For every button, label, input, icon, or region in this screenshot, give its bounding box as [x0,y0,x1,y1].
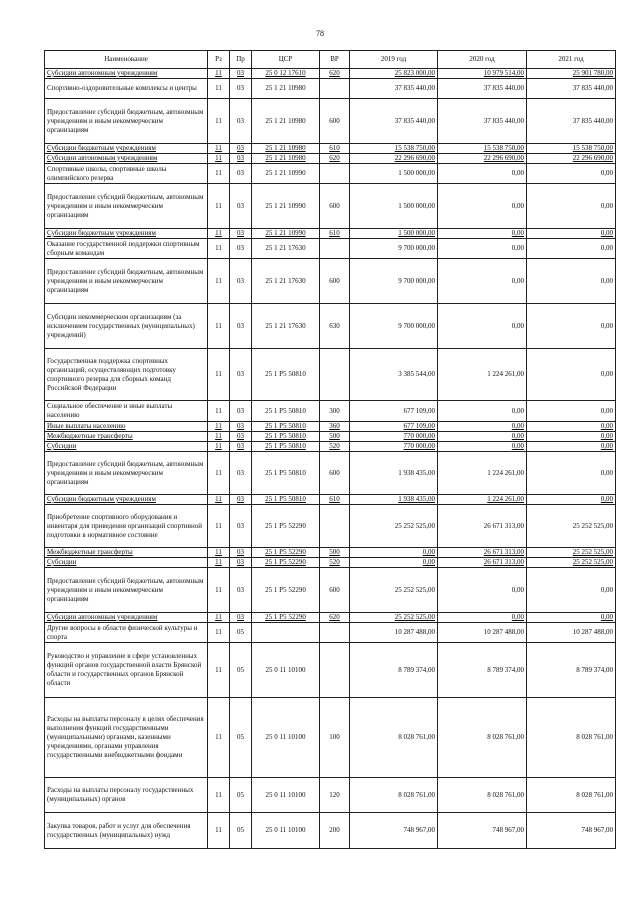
table-row [45,304,616,349]
cell-pr: 03 [230,401,252,422]
table-row [45,154,616,164]
cell-csr: 25 1 P5 50810 [252,432,320,442]
cell-rz: 11 [208,442,230,452]
cell-pr: 03 [230,259,252,304]
table-row [45,144,616,154]
cell-rz: 11 [208,239,230,259]
cell-name: Иные выплаты населению [45,422,208,432]
cell-2020: 0,00 [438,401,527,422]
cell-vr: 520 [320,558,350,568]
table-row [45,623,616,643]
cell-2021: 0,00 [527,495,616,505]
cell-2020: 8 789 374,00 [438,643,527,698]
cell-2019: 9 700 000,00 [350,259,438,304]
cell-name: Расходы на выплаты персоналу государственных (муниципальных) органов [45,778,208,813]
cell-vr: 620 [320,613,350,623]
cell-vr: 520 [320,442,350,452]
cell-vr: 610 [320,229,350,239]
cell-csr: 25 0 11 10100 [252,698,320,778]
cell-name: Предоставление субсидий бюджетным, автономным учреждениям и иным некоммерческим организациям [45,452,208,495]
header-csr: ЦСР [252,51,320,69]
cell-name: Субсидии бюджетным учреждениям [45,229,208,239]
cell-csr: 25 1 P5 50810 [252,495,320,505]
cell-pr: 03 [230,144,252,154]
cell-2020: 0,00 [438,239,527,259]
cell-2020: 22 296 690,00 [438,154,527,164]
cell-name: Субсидии бюджетным учреждениям [45,495,208,505]
cell-name: Межбюджетные трансферты [45,432,208,442]
cell-2021: 37 835 440,00 [527,99,616,144]
cell-rz: 11 [208,164,230,184]
cell-pr: 05 [230,813,252,849]
cell-rz: 11 [208,229,230,239]
cell-rz: 11 [208,69,230,79]
cell-name: Расходы на выплаты персоналу в целях обеспечения выполнения функций государственными (муниципальными) органами, казенными учреждениями, органами управления государственными внебюджетными фондами [45,698,208,778]
cell-name: Оказание государственной поддержки спортивным сборным командам [45,239,208,259]
cell-2019: 770 000,00 [350,432,438,442]
cell-2021: 0,00 [527,349,616,401]
cell-2020: 0,00 [438,184,527,229]
cell-2021: 22 296 690,00 [527,154,616,164]
cell-pr: 05 [230,778,252,813]
cell-name: Другие вопросы в области физической культуры и спорта [45,623,208,643]
cell-pr: 03 [230,495,252,505]
cell-vr: 600 [320,452,350,495]
cell-vr: 600 [320,184,350,229]
cell-pr: 03 [230,304,252,349]
cell-2021: 748 967,00 [527,813,616,849]
cell-2021: 0,00 [527,432,616,442]
cell-csr: 25 1 21 10990 [252,184,320,229]
header-2019: 2019 год [350,51,438,69]
cell-pr: 03 [230,349,252,401]
page-number: 78 [316,29,324,38]
cell-name: Спортивно-оздоровительные комплексы и центры [45,79,208,99]
cell-2020: 26 671 313,00 [438,505,527,548]
cell-csr: 25 1 P5 50810 [252,442,320,452]
cell-vr: 620 [320,69,350,79]
cell-2019: 8 028 761,00 [350,698,438,778]
cell-2020: 0,00 [438,422,527,432]
cell-name: Закупка товаров, работ и услуг для обеспечения государственных (муниципальных) нужд [45,813,208,849]
cell-vr [320,164,350,184]
cell-2021: 0,00 [527,304,616,349]
cell-rz: 11 [208,349,230,401]
cell-csr: 25 1 21 10990 [252,164,320,184]
table-row [45,164,616,184]
cell-2019: 748 967,00 [350,813,438,849]
table-row [45,548,616,558]
cell-2019: 677 109,00 [350,401,438,422]
table-row [45,401,616,422]
cell-pr: 05 [230,643,252,698]
cell-pr: 03 [230,442,252,452]
cell-2019: 25 252 525,00 [350,568,438,613]
cell-pr: 05 [230,698,252,778]
cell-vr: 100 [320,698,350,778]
table-row [45,432,616,442]
table-row [45,99,616,144]
header-vr: ВР [320,51,350,69]
cell-2021: 0,00 [527,422,616,432]
cell-rz: 11 [208,643,230,698]
cell-csr: 25 1 P5 52290 [252,505,320,548]
table-row [45,495,616,505]
cell-2019: 9 700 000,00 [350,304,438,349]
cell-rz: 11 [208,495,230,505]
cell-name: Приобретение спортивного оборудования и инвентаря для приведения организаций спортивной подготовки в нормативное состояние [45,505,208,548]
cell-csr: 25 0 11 10100 [252,778,320,813]
cell-2019: 0,00 [350,548,438,558]
cell-2020: 0,00 [438,568,527,613]
cell-2020: 748 967,00 [438,813,527,849]
cell-2020: 8 028 761,00 [438,778,527,813]
cell-pr: 03 [230,558,252,568]
cell-2019: 8 028 761,00 [350,778,438,813]
cell-vr: 500 [320,432,350,442]
cell-2019: 0,00 [350,558,438,568]
table-row [45,69,616,79]
cell-rz: 11 [208,304,230,349]
cell-2019: 1 938 435,00 [350,495,438,505]
cell-vr: 620 [320,154,350,164]
cell-2020: 0,00 [438,259,527,304]
cell-name: Спортивные школы, спортивные школы олимпийского резерва [45,164,208,184]
cell-pr: 03 [230,69,252,79]
header-2021: 2021 год [527,51,616,69]
cell-2019: 37 835 440,00 [350,99,438,144]
cell-rz: 11 [208,154,230,164]
cell-name: Межбюджетные трансферты [45,548,208,558]
cell-2019: 1 500 000,00 [350,229,438,239]
cell-2019: 15 538 750,00 [350,144,438,154]
cell-2019: 25 823 000,00 [350,69,438,79]
table-row [45,79,616,99]
cell-name: Предоставление субсидий бюджетным, автономным учреждениям и иным некоммерческим организациям [45,99,208,144]
cell-rz: 11 [208,613,230,623]
cell-pr: 03 [230,79,252,99]
cell-2020: 26 671 313,00 [438,558,527,568]
cell-rz: 11 [208,184,230,229]
cell-pr: 03 [230,239,252,259]
cell-csr: 25 0 11 10100 [252,643,320,698]
cell-2021: 10 287 488,00 [527,623,616,643]
table-row [45,813,616,849]
cell-vr: 600 [320,259,350,304]
table-row [45,698,616,778]
header-pr: Пр [230,51,252,69]
cell-csr: 25 1 P5 52290 [252,613,320,623]
cell-pr: 03 [230,154,252,164]
cell-vr [320,349,350,401]
cell-vr: 200 [320,813,350,849]
cell-rz: 11 [208,259,230,304]
cell-2021: 0,00 [527,259,616,304]
cell-2019: 1 500 000,00 [350,164,438,184]
cell-2019: 3 385 544,00 [350,349,438,401]
cell-2020: 0,00 [438,304,527,349]
cell-csr: 25 1 21 10980 [252,99,320,144]
cell-rz: 11 [208,778,230,813]
cell-2020: 0,00 [438,613,527,623]
cell-vr [320,505,350,548]
cell-vr: 120 [320,778,350,813]
cell-csr: 25 1 P5 52290 [252,548,320,558]
cell-vr: 630 [320,304,350,349]
cell-2021: 0,00 [527,239,616,259]
cell-pr: 03 [230,505,252,548]
cell-vr: 500 [320,548,350,558]
cell-csr: 25 0 11 10100 [252,813,320,849]
cell-vr: 610 [320,495,350,505]
cell-2021: 37 835 440,00 [527,79,616,99]
header-2020: 2020 год [438,51,527,69]
cell-vr [320,623,350,643]
cell-2021: 0,00 [527,452,616,495]
cell-2019: 1 938 435,00 [350,452,438,495]
cell-vr: 300 [320,401,350,422]
cell-rz: 11 [208,548,230,558]
cell-2019: 677 109,00 [350,422,438,432]
cell-name: Субсидии некоммерческим организациям (за исключением государственных (муниципальных) учреждений) [45,304,208,349]
cell-csr: 25 1 21 17630 [252,239,320,259]
cell-2021: 15 538 750,00 [527,144,616,154]
cell-csr: 25 1 P5 52290 [252,558,320,568]
cell-csr: 25 1 21 10980 [252,154,320,164]
table-row [45,558,616,568]
cell-vr [320,79,350,99]
table-row [45,643,616,698]
cell-csr: 25 1 21 10980 [252,79,320,99]
cell-rz: 11 [208,432,230,442]
cell-2021: 25 252 525,00 [527,558,616,568]
table-header-row [45,51,616,69]
cell-csr: 25 1 P5 50810 [252,349,320,401]
cell-2020: 0,00 [438,442,527,452]
cell-2021: 0,00 [527,568,616,613]
cell-csr: 25 0 12 17610 [252,69,320,79]
cell-2021: 0,00 [527,164,616,184]
table-row [45,349,616,401]
cell-name: Предоставление субсидий бюджетным, автономным учреждениям и иным некоммерческим организациям [45,184,208,229]
cell-csr: 25 1 P5 52290 [252,568,320,613]
table-row [45,613,616,623]
cell-2021: 0,00 [527,442,616,452]
table-row [45,229,616,239]
cell-name: Субсидии бюджетным учреждениям [45,144,208,154]
cell-name: Субсидии автономным учреждениям [45,613,208,623]
cell-csr: 25 1 P5 50810 [252,422,320,432]
cell-rz: 11 [208,452,230,495]
cell-2019: 25 252 525,00 [350,505,438,548]
cell-rz: 11 [208,623,230,643]
cell-2019: 25 252 525,00 [350,613,438,623]
cell-name: Предоставление субсидий бюджетным, автономным учреждениям и иным некоммерческим организациям [45,568,208,613]
cell-rz: 11 [208,558,230,568]
cell-2020: 10 287 488,00 [438,623,527,643]
cell-2021: 8 789 374,00 [527,643,616,698]
cell-rz: 11 [208,505,230,548]
cell-pr: 03 [230,184,252,229]
cell-pr: 03 [230,548,252,558]
cell-name: Предоставление субсидий бюджетным, автономным учреждениям и иным некоммерческим организациям [45,259,208,304]
cell-pr: 03 [230,568,252,613]
cell-vr: 610 [320,144,350,154]
cell-2019: 8 789 374,00 [350,643,438,698]
cell-rz: 11 [208,401,230,422]
cell-2021: 0,00 [527,229,616,239]
cell-vr: 360 [320,422,350,432]
cell-csr [252,623,320,643]
cell-pr: 03 [230,99,252,144]
cell-pr: 03 [230,229,252,239]
cell-2020: 37 835 440,00 [438,99,527,144]
cell-name: Государственная поддержка спортивных организаций, осуществляющих подготовку спортивного резерва для сборных команд Российской Федерации [45,349,208,401]
cell-csr: 25 1 21 17630 [252,259,320,304]
cell-pr: 03 [230,452,252,495]
cell-csr: 25 1 P5 50810 [252,401,320,422]
cell-2019: 37 835 440,00 [350,79,438,99]
cell-2020: 37 835 440,00 [438,79,527,99]
cell-2020: 0,00 [438,229,527,239]
table-body [45,69,616,849]
cell-pr: 03 [230,164,252,184]
cell-rz: 11 [208,422,230,432]
cell-2020: 0,00 [438,164,527,184]
cell-2020: 0,00 [438,432,527,442]
cell-name: Субсидии [45,558,208,568]
header-name: Наименование [45,51,208,69]
cell-2021: 25 901 780,00 [527,69,616,79]
table-row [45,259,616,304]
cell-vr: 600 [320,568,350,613]
cell-rz: 11 [208,568,230,613]
table-row [45,442,616,452]
cell-2021: 8 028 761,00 [527,778,616,813]
cell-2020: 15 538 750,00 [438,144,527,154]
cell-name: Субсидии [45,442,208,452]
cell-vr [320,239,350,259]
cell-rz: 11 [208,813,230,849]
cell-2021: 8 028 761,00 [527,698,616,778]
cell-rz: 11 [208,79,230,99]
cell-2020: 1 224 261,00 [438,495,527,505]
cell-2019: 770 000,00 [350,442,438,452]
cell-name: Руководство и управление в сфере установленных функций органов государственной власти Брянской области и государственных органов Брянской области [45,643,208,698]
table-row [45,422,616,432]
table-row [45,778,616,813]
cell-name: Субсидии автономным учреждениям [45,69,208,79]
table-row [45,505,616,548]
cell-rz: 11 [208,99,230,144]
cell-pr: 03 [230,432,252,442]
cell-2019: 9 700 000,00 [350,239,438,259]
cell-2019: 1 500 000,00 [350,184,438,229]
cell-csr: 25 1 21 10980 [252,144,320,154]
cell-name: Социальное обеспечение и иные выплаты населению [45,401,208,422]
cell-csr: 25 1 P5 50810 [252,452,320,495]
cell-name: Субсидии автономным учреждениям [45,154,208,164]
cell-pr: 05 [230,623,252,643]
budget-table [44,50,616,849]
cell-csr: 25 1 21 10990 [252,229,320,239]
cell-2020: 8 028 761,00 [438,698,527,778]
header-rz: Рз [208,51,230,69]
cell-2020: 1 224 261,00 [438,349,527,401]
cell-2019: 10 287 488,00 [350,623,438,643]
cell-vr: 600 [320,99,350,144]
cell-2020: 1 224 261,00 [438,452,527,495]
cell-2021: 25 252 525,00 [527,548,616,558]
table-row [45,184,616,229]
cell-pr: 03 [230,422,252,432]
cell-2020: 10 979 514,00 [438,69,527,79]
cell-2019: 22 296 690,00 [350,154,438,164]
cell-pr: 03 [230,613,252,623]
cell-rz: 11 [208,144,230,154]
table-row [45,239,616,259]
cell-csr: 25 1 21 17630 [252,304,320,349]
cell-2020: 26 671 313,00 [438,548,527,558]
cell-vr [320,643,350,698]
cell-2021: 0,00 [527,184,616,229]
cell-2021: 0,00 [527,401,616,422]
table-row [45,568,616,613]
table-row [45,452,616,495]
cell-rz: 11 [208,698,230,778]
cell-2021: 0,00 [527,613,616,623]
cell-2021: 25 252 525,00 [527,505,616,548]
